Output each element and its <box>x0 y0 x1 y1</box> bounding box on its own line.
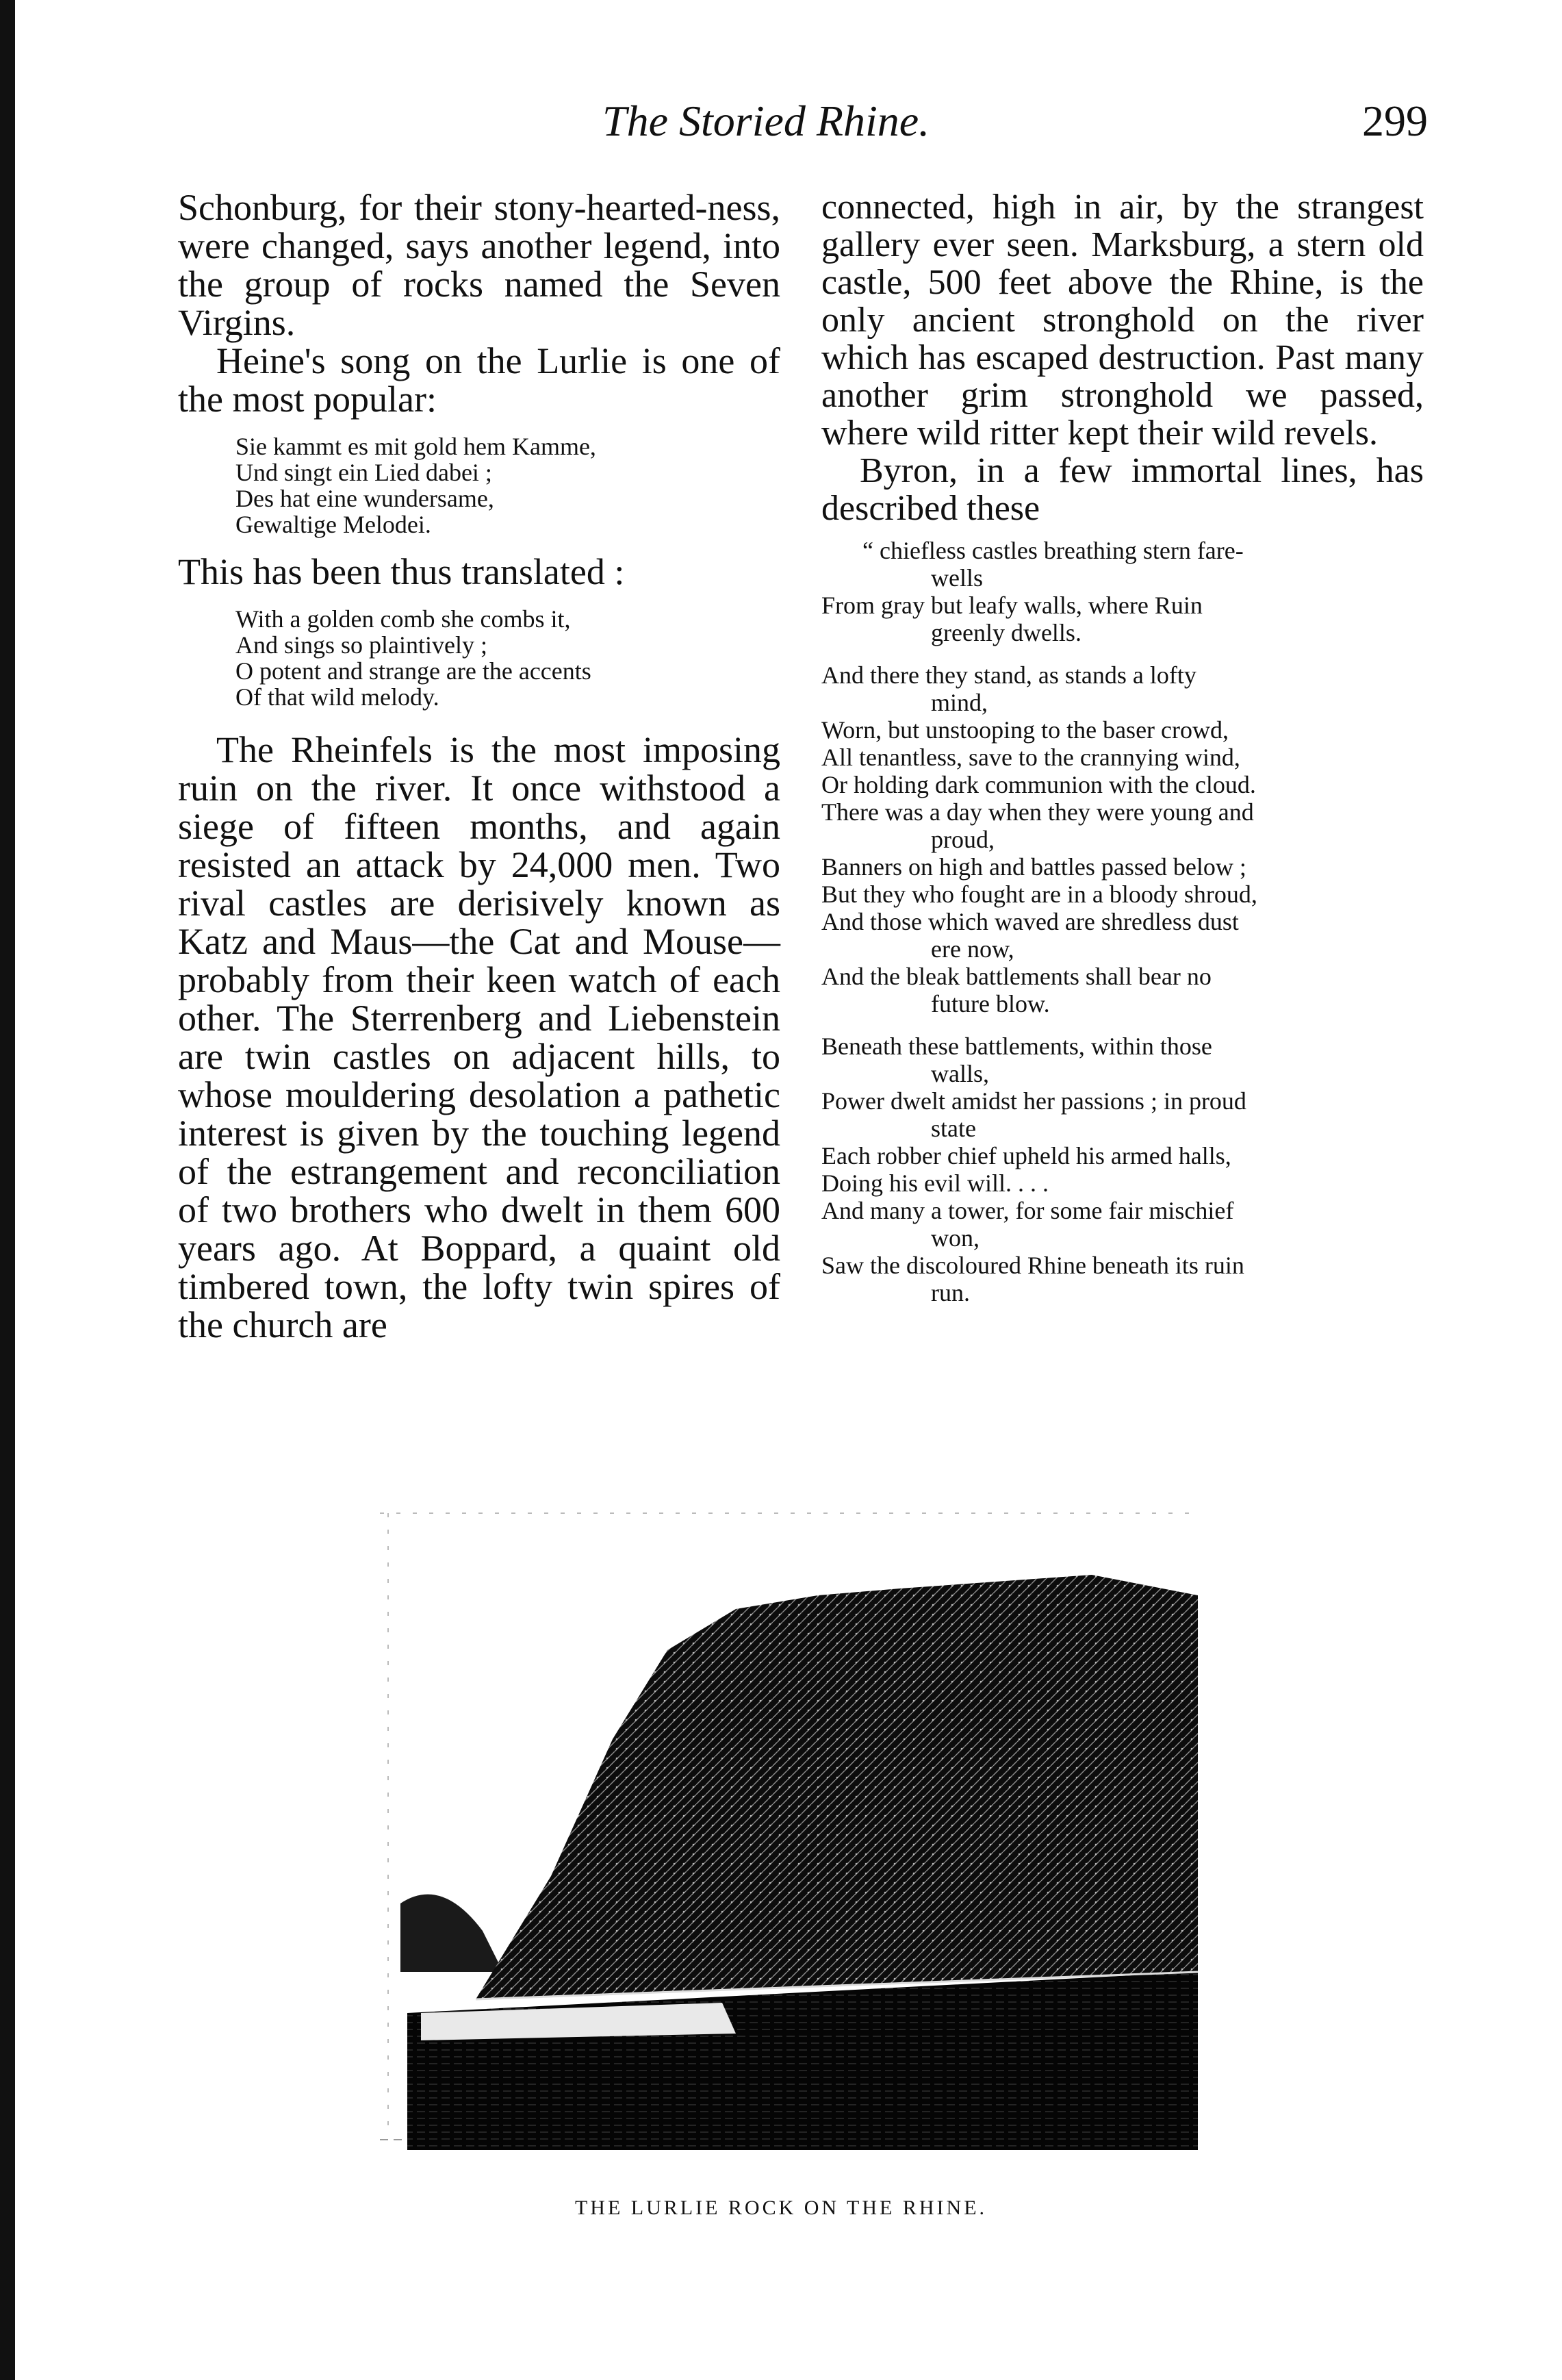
left-column <box>178 188 780 1344</box>
poem-line: Power dwelt amidst her passions ; in proud <box>821 1087 1246 1115</box>
poem-line: Beneath these battlements, within those <box>821 1033 1212 1060</box>
paragraph: connected, high in air, by the strangest gallery ever seen. Marksburg, a stern old castle, 500 feet above the Rhine, is the only ancient stronghold on the river which has escaped destruction. Past many another grim stronghold we passed, where wild ritter kept their wild revels. <box>821 188 1424 453</box>
right-column <box>821 188 1424 1321</box>
poem-stanza <box>821 1033 1424 1306</box>
poem-line: Doing his evil will. . . . <box>821 1169 1049 1197</box>
paragraph: Schonburg, for their stony-hearted-ness, were changed, says another legend, into the group of rocks named the Seven Virgins. <box>178 187 780 343</box>
verse-line: And sings so plaintively ; <box>235 631 487 659</box>
poem-line: future blow. <box>931 990 1050 1017</box>
poem-line: wells <box>931 564 983 592</box>
verse-line: Des hat eine wundersame, <box>235 485 494 512</box>
poem-line: greenly dwells. <box>931 619 1081 646</box>
poem-line: All tenantless, save to the crannying wind, <box>821 744 1240 771</box>
paragraph: Heine's song on the Lurlie is one of the most popular: <box>178 340 780 420</box>
poem-line: state <box>931 1115 976 1142</box>
lurlie-rock-illustration <box>380 1493 1198 2150</box>
verse-line: Sie kammt es mit gold hem Kamme, <box>235 433 596 460</box>
poem-line: And many a tower, for some fair mischief <box>821 1197 1234 1224</box>
paragraph: Byron, in a few immortal lines, has described these <box>821 451 1424 528</box>
poem-line: proud, <box>931 826 995 853</box>
poem-line: run. <box>931 1279 970 1306</box>
poem-line: won, <box>931 1224 980 1252</box>
poem-line: And those which waved are shredless dust <box>821 908 1239 935</box>
poem-stanza <box>821 537 1424 646</box>
poem-line: From gray but leafy walls, where Ruin <box>821 592 1203 619</box>
poem-line: Saw the discoloured Rhine beneath its ruin <box>821 1252 1244 1279</box>
poem-line: walls, <box>931 1060 989 1087</box>
poem-line: Each robber chief upheld his armed halls, <box>821 1142 1231 1169</box>
poem-line: “ chiefless castles breathing stern fare- <box>862 537 1244 564</box>
english-verse <box>235 606 780 710</box>
poem-line: Banners on high and battles passed below ; <box>821 853 1246 881</box>
page-edge <box>0 0 15 2380</box>
german-verse <box>235 433 780 537</box>
figure-caption: THE LURLIE ROCK ON THE RHINE. <box>574 2197 988 2219</box>
page-number: 299 <box>1362 97 1428 145</box>
poem-line: But they who fought are in a bloody shroud, <box>821 881 1257 908</box>
poem-line: There was a day when they were young and <box>821 798 1254 826</box>
running-title: The Storied Rhine. <box>602 97 930 145</box>
poem-line: mind, <box>931 689 988 716</box>
verse-line: Und singt ein Lied dabei ; <box>235 459 492 486</box>
poem-line: ere now, <box>931 935 1014 963</box>
verse-line: O potent and strange are the accents <box>235 657 591 685</box>
paragraph: The Rheinfels is the most imposing ruin on the river. It once withstood a siege of fifteen months, and again resisted an attack by 24,000 men. Two rival castles are derisively known as Katz and Maus—the Cat and Mouse—probably from their keen watch of each other. The Sterrenberg and Liebenstein are twin castles on adjacent hills, to whose mouldering desolation a pathetic interest is given by the touching legend of the estrangement and reconciliation of two brothers who dwelt in them 600 years ago. At Boppard, a quaint old timbered town, the lofty twin spires of the church are <box>178 729 780 1345</box>
byron-poem <box>821 537 1424 1306</box>
poem-line: And there they stand, as stands a lofty <box>821 661 1196 689</box>
verse-line: Of that wild melody. <box>235 683 439 711</box>
poem-line: Worn, but unstooping to the baser crowd, <box>821 716 1229 744</box>
verse-line: With a golden comb she combs it, <box>235 605 571 633</box>
poem-line: And the bleak battlements shall bear no <box>821 963 1212 990</box>
running-head <box>0 96 1562 157</box>
poem-line: Or holding dark communion with the cloud. <box>821 771 1256 798</box>
paragraph: This has been thus translated : <box>178 551 625 592</box>
verse-line: Gewaltige Melodei. <box>235 511 431 538</box>
poem-stanza <box>821 661 1424 1017</box>
